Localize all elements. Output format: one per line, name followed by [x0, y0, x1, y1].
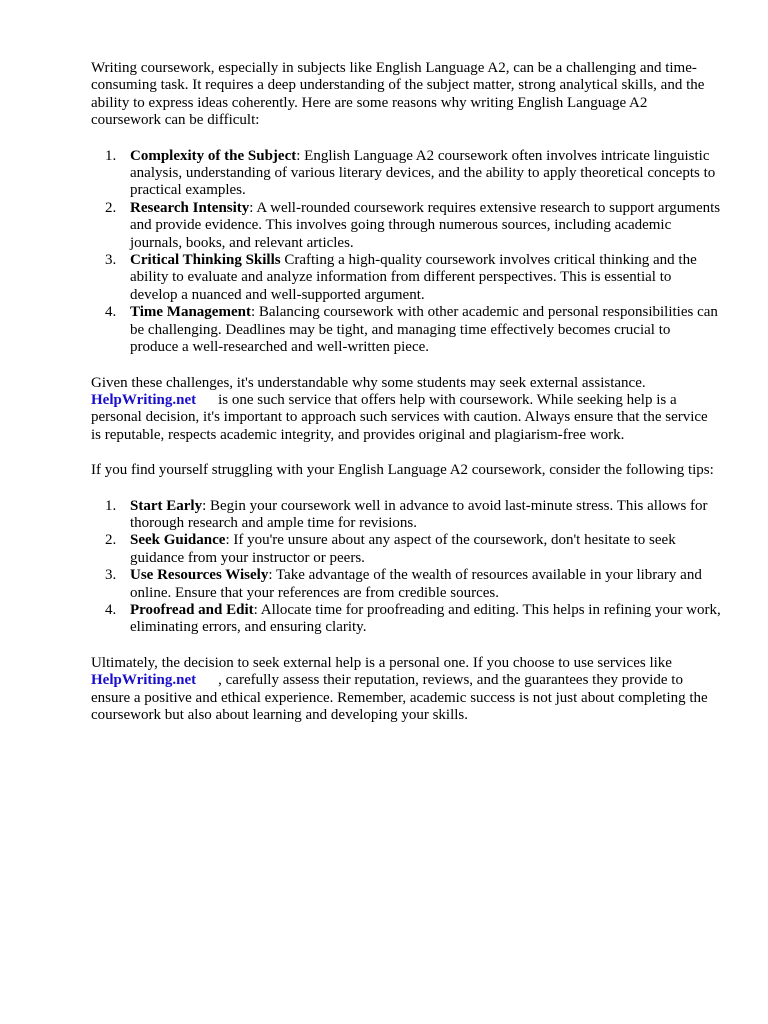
list-item-separator: : — [249, 199, 254, 216]
conclusion-paragraph — [91, 655, 721, 725]
list-item — [91, 532, 721, 567]
list-item-title: Proofread and Edit — [130, 601, 254, 618]
list-item — [91, 567, 721, 602]
list-item — [91, 602, 721, 637]
list-item-text: Begin your coursework well in advance to avoid last-minute stress. This allows for thorough research and ample time for revisions. — [130, 497, 708, 531]
list-item — [91, 498, 721, 533]
list-item-text: If you're unsure about any aspect of the coursework, don't hesitate to seek guidance from your instructor or peers. — [130, 532, 676, 566]
helpwriting-link[interactable]: HelpWriting.net — [91, 391, 197, 408]
list-number: 1. — [105, 147, 117, 164]
tips-list — [91, 498, 721, 637]
list-item-separator: : — [250, 304, 256, 321]
list-number: 2. — [105, 532, 117, 549]
list-item-separator: : — [268, 567, 273, 584]
list-item — [91, 148, 721, 200]
list-item-separator: : — [225, 532, 230, 549]
conclusion-text-after: , carefully assess their reputation, reviews, and the guarantees they provide to ensure a positive and ethical experience. Remember, academic success is not just about completing the coursework but also about learning and developing your skills. — [91, 672, 708, 723]
list-number: 4. — [105, 304, 117, 321]
assistance-text-after: is one such service that offers help with coursework. While seeking help is a personal decision, it's important to approach such services with caution. Always ensure that the service is reputable, respects academic integrity, and provides original and plagiarism-free work. — [91, 391, 708, 443]
list-item-title: Research Intensity — [130, 199, 250, 216]
list-number: 3. — [105, 567, 117, 584]
list-item-text: A well-rounded coursework requires extensive research to support arguments and provide evidence. This involves going through numerous sources, including academic journals, books, and relevant articles. — [130, 199, 721, 251]
list-item-text: Balancing coursework with other academic and personal responsibilities can be challenging. Deadlines may be tight, and managing time effectively becomes crucial to produce a well-researched and well-written piece. — [130, 304, 718, 356]
list-item-title: Critical Thinking Skills — [130, 252, 281, 269]
list-item-text: English Language A2 coursework often involves intricate linguistic analysis, understanding of various literary devices, and the ability to apply theoretical concepts to practical examples. — [130, 147, 716, 199]
document-page — [91, 60, 721, 724]
list-item-title: Seek Guidance — [130, 532, 226, 549]
list-number: 4. — [105, 601, 117, 618]
reasons-list — [91, 148, 721, 357]
list-item-separator: : — [202, 497, 207, 514]
list-number: 3. — [105, 252, 117, 269]
list-item-text: Take advantage of the wealth of resources available in your library and online. Ensure that your references are from credible sources. — [130, 567, 702, 601]
list-item — [91, 252, 721, 304]
assistance-paragraph — [91, 375, 721, 445]
helpwriting-link[interactable]: HelpWriting.net — [91, 672, 197, 689]
list-item-title: Use Resources Wisely — [130, 567, 269, 584]
assistance-text-before: Given these challenges, it's understandable why some students may seek external assistance. — [91, 374, 646, 391]
list-item-text: Crafting a high-quality coursework involves critical thinking and the ability to evaluate and analyze information from different perspectives. This is essential to develop a nuanced and well-supported argument. — [130, 252, 697, 303]
intro-paragraph: Writing coursework, especially in subjects like English Language A2, can be a challenging and time-consuming task. It requires a deep understanding of the subject matter, strong analytical skills, and the ability to express ideas coherently. Here are some reasons why writing English Language A2 coursework can be difficult: — [91, 60, 705, 129]
list-item-title: Complexity of the Subject — [130, 147, 297, 164]
list-item-separator: : — [296, 147, 301, 164]
list-number: 1. — [105, 497, 117, 514]
list-item — [91, 200, 721, 252]
conclusion-text-before: Ultimately, the decision to seek external help is a personal one. If you choose to use services like — [91, 654, 672, 671]
list-item — [91, 304, 721, 356]
list-item-text: Allocate time for proofreading and editing. This helps in refining your work, eliminating errors, and ensuring clarity. — [130, 601, 721, 636]
list-number: 2. — [105, 199, 117, 216]
list-item-title: Start Early — [130, 497, 203, 514]
list-item-title: Time Management — [130, 304, 251, 321]
list-item-separator: : — [253, 601, 258, 618]
tips-intro-paragraph: If you find yourself struggling with your English Language A2 coursework, consider the following tips: — [91, 462, 714, 479]
